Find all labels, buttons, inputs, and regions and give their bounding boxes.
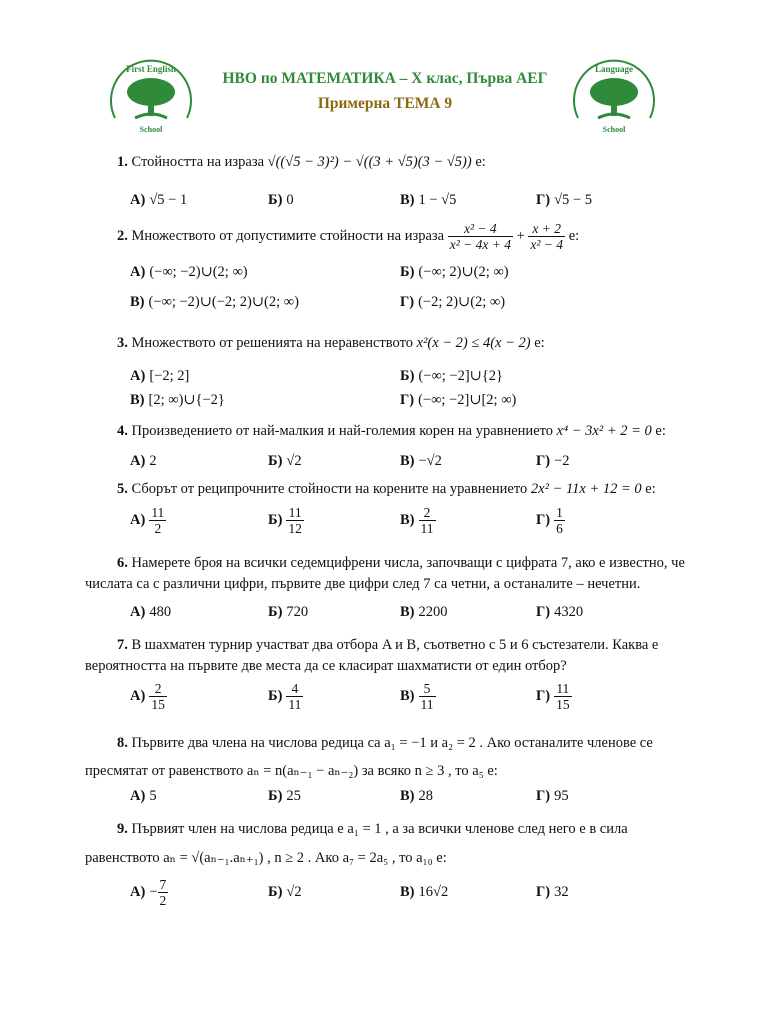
svg-text:First English: First English bbox=[126, 64, 176, 74]
question-1 bbox=[117, 152, 486, 172]
question-6-line2: числата са с различни цифри, първите две цифри след 7 са четни, а останалите – нечетни. bbox=[85, 576, 641, 592]
answer-3c[interactable]: В) [2; ∞)∪{−2} bbox=[130, 392, 225, 408]
answer-6b[interactable]: Б) 720 bbox=[268, 604, 309, 620]
answer-8a[interactable]: А) 5 bbox=[130, 788, 157, 804]
answer-2a[interactable]: А) (−∞; −2)∪(2; ∞) bbox=[130, 264, 248, 280]
question-7: 7. В шахматен турнир участват два отбора A и B, съответно с 5 и 6 състезатели. Каква е bbox=[117, 637, 659, 653]
answer-1b[interactable]: Б) 0 bbox=[268, 192, 294, 208]
answer-8b[interactable]: Б) 25 bbox=[268, 788, 301, 804]
page-title: НВО по МАТЕМАТИКА – X клас, Първа АЕГ bbox=[222, 70, 548, 87]
answer-4c[interactable]: В) −√2 bbox=[400, 453, 442, 469]
answer-5d[interactable]: Г) $\frac{1}{6}$ bbox=[536, 505, 563, 537]
question-2: 2. Множеството от допустимите стойности на израза $\frac{\text{x² − 4}}{\text{x² − 4x + 4}}$ + $\frac{x + 2}{\text{x² − 4}}$ е: bbox=[117, 221, 580, 253]
question-8-line2: пресмятат от равенството aₙ = n(aₙ₋₁ − aₙ₋₂) за всяко n ≥ 3 , то a₅ е: bbox=[85, 763, 498, 779]
answer-8d[interactable]: Г) 95 bbox=[536, 788, 569, 804]
answer-5a[interactable]: А) $\frac{11}{2}$ bbox=[130, 505, 165, 537]
answer-9a[interactable]: А) − $\frac{7}{2}$ bbox=[130, 877, 167, 909]
school-logo-left bbox=[105, 48, 197, 140]
answer-6d[interactable]: Г) 4320 bbox=[536, 604, 584, 620]
answer-1a[interactable]: А) √5 − 1 bbox=[130, 192, 188, 208]
question-8: 8. Първите два члена на числова редица са a₁ = −1 и a₂ = 2 . Ако останалите членове се bbox=[117, 735, 653, 751]
answer-9d[interactable]: Г) 32 bbox=[536, 884, 569, 900]
question-tail: е: bbox=[475, 154, 486, 170]
answer-4b[interactable]: Б) √2 bbox=[268, 453, 302, 469]
question-9-line2: равенството aₙ = √(aₙ₋₁.aₙ₊₁) , n ≥ 2 . Ако a₇ = 2a₅ , то a₁₀ е: bbox=[85, 850, 447, 866]
math-expression: √((√5 − 3)²) − √((3 + √5)(3 − √5)) bbox=[267, 154, 472, 170]
question-9: 9. Първият член на числова редица е a₁ = 1 , а за всички членове след него е в сила bbox=[117, 821, 628, 837]
answer-4a[interactable]: А) 2 bbox=[130, 453, 157, 469]
answer-6c[interactable]: В) 2200 bbox=[400, 604, 448, 620]
answer-2c[interactable]: В) (−∞; −2)∪(−2; 2)∪(2; ∞) bbox=[130, 294, 299, 310]
answer-7d[interactable]: Г) $\frac{11}{15}$ bbox=[536, 681, 570, 713]
question-5: 5. Сборът от реципрочните стойности на корените на уравнението 2x² − 11x + 12 = 0 е: bbox=[117, 481, 656, 497]
svg-text:School: School bbox=[139, 125, 163, 134]
question-text: Стойността на израза bbox=[131, 154, 265, 170]
answer-2b[interactable]: Б) (−∞; 2)∪(2; ∞) bbox=[400, 264, 509, 280]
fraction: $\frac{x + 2}{\text{x² − 4}}$ bbox=[530, 221, 564, 253]
answer-7b[interactable]: Б) $\frac{4}{11}$ bbox=[268, 681, 302, 713]
answer-1c[interactable]: В) 1 − √5 bbox=[400, 192, 457, 208]
answer-7c[interactable]: В) $\frac{5}{11}$ bbox=[400, 681, 434, 713]
question-3: 3. Множеството от решенията на неравенството x²(x − 2) ≤ 4(x − 2) е: bbox=[117, 335, 545, 351]
answer-4d[interactable]: Г) −2 bbox=[536, 453, 570, 469]
svg-text:School: School bbox=[602, 125, 626, 134]
answer-2d[interactable]: Г) (−2; 2)∪(2; ∞) bbox=[400, 294, 506, 310]
school-logo-right bbox=[568, 48, 660, 140]
answer-3a[interactable]: А) [−2; 2] bbox=[130, 368, 190, 384]
question-number: 1. bbox=[117, 154, 128, 170]
fraction: $\frac{\text{x² − 4}}{\text{x² − 4x + 4}}$ bbox=[449, 221, 511, 253]
svg-text:Language: Language bbox=[594, 64, 634, 74]
answer-9c[interactable]: В) 16√2 bbox=[400, 884, 449, 900]
answer-3b[interactable]: Б) (−∞; −2]∪{2} bbox=[400, 368, 503, 384]
page-subtitle: Примерна ТЕМА 9 bbox=[317, 95, 453, 112]
answer-7a[interactable]: А) $\frac{2}{15}$ bbox=[130, 681, 165, 713]
question-4: 4. Произведението от най-малкия и най-големия корен на уравнението x⁴ − 3x² + 2 = 0 е: bbox=[117, 423, 666, 439]
answer-5c[interactable]: В) $\frac{2}{11}$ bbox=[400, 505, 434, 537]
answer-9b[interactable]: Б) √2 bbox=[268, 884, 302, 900]
answer-5b[interactable]: Б) $\frac{11}{12}$ bbox=[268, 505, 302, 537]
question-7-line2: вероятността на първите две места да се класират шахматисти от един отбор? bbox=[85, 658, 567, 674]
answer-6a[interactable]: А) 480 bbox=[130, 604, 172, 620]
answer-8c[interactable]: В) 28 bbox=[400, 788, 433, 804]
answer-3d[interactable]: Г) (−∞; −2]∪[2; ∞) bbox=[400, 392, 517, 408]
question-6: 6. Намерете броя на всички седемцифрени числа, започващи с цифрата 7, ако е известно, че bbox=[117, 555, 685, 571]
answer-1d[interactable]: Г) √5 − 5 bbox=[536, 192, 592, 208]
